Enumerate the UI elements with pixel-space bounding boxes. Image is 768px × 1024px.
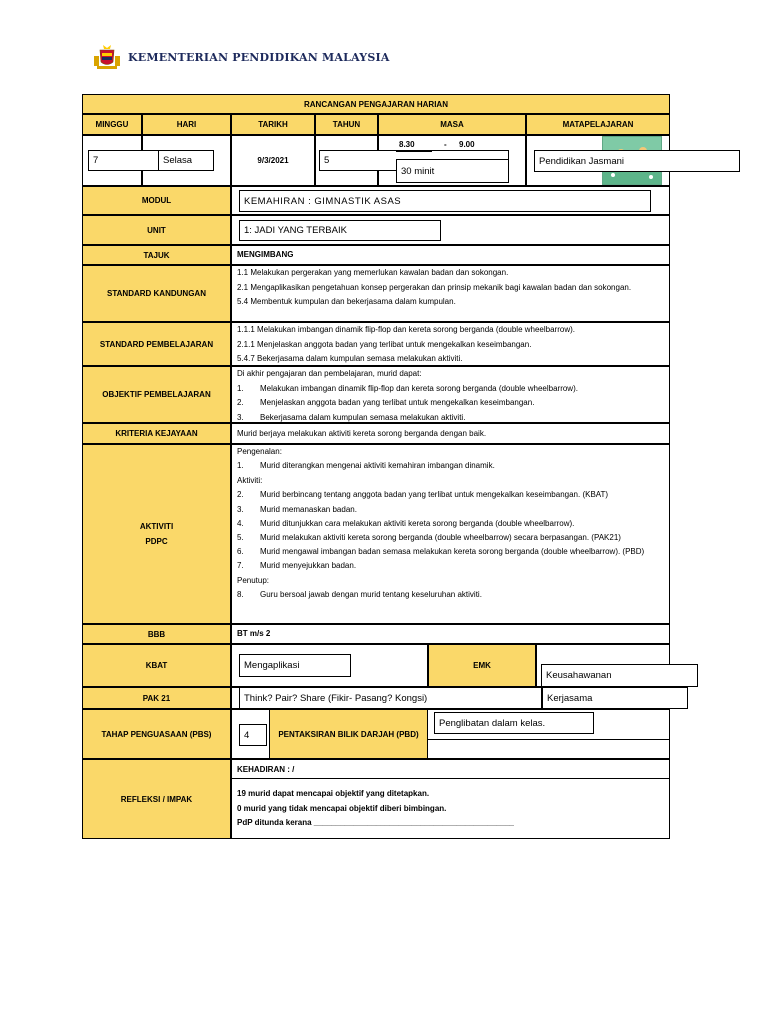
aktiviti-item: 2. Murid berbincang tentang anggota badan yang terlibat untuk mengekalkan keseimbangan. (KBAT) [237,490,609,500]
bbb-value: BT m/s 2 [231,624,670,644]
refleksi-lines [237,787,514,831]
masa-start: 8.30 [399,140,415,149]
hari-field[interactable]: Selasa [158,150,214,171]
pbd-divider [428,739,670,740]
objektif-intro: Di akhir pengajaran dan pembelajaran, murid dapat: [237,369,422,378]
sk-item: 5.4 Membentuk kumpulan dan bekerjasama dalam kumpulan. [237,297,456,306]
col-minggu: MINGGU [82,114,142,135]
col-masa: MASA [378,114,526,135]
masa-underline [396,151,432,152]
bbb-label: BBB [82,624,231,644]
kbat-field[interactable]: Mengaplikasi [239,654,351,677]
pengenalan-heading: Pengenalan: [237,447,282,456]
refleksi-line: 19 murid dapat mencapai objektif yang ditetapkan. [237,789,430,798]
masa-separator: - [444,140,447,149]
standard-kandungan-cell [231,265,670,322]
sp-item: 2.1.1 Menjelaskan anggota badan yang terlibat untuk mengekalkan keseimbangan. [237,339,532,349]
aktiviti-heading: Aktiviti: [237,475,263,485]
objektif-item: 2. Menjelaskan anggota badan yang terlibat untuk mengekalkan keseimbangan. [237,398,535,407]
pak21-field[interactable]: Think? Pair? Share (Fikir- Pasang? Kongsi) [239,687,542,709]
masa-end: 9.00 [459,140,475,149]
objektif-cell [231,366,670,423]
emk-field[interactable]: Keusahawanan [541,664,698,687]
objektif-item: 3. Bekerjasama dalam kumpulan semasa melakukan aktiviti. [237,412,466,422]
sp-item: 1.1.1 Melakukan imbangan dinamik flip-flop dan kereta sorong berganda (double wheelbarrow). [237,325,575,334]
sk-item: 2.1 Mengaplikasikan pengetahuan konsep pergerakan dan prinsip mekanik bagi kawalan badan dan sokongan. [237,282,632,292]
cell-tarikh: 9/3/2021 [231,135,315,186]
standard-pembelajaran-cell [231,322,670,366]
aktiviti-item: 7. Murid menyejukkan badan. [237,561,357,571]
unit-label: UNIT [82,215,231,245]
refleksi-line: PdP ditunda kerana _____________________________________________ [237,818,514,827]
aktiviti-item: 1. Murid diterangkan mengenai aktiviti kemahiran imbangan dinamik. [237,461,495,471]
kehadiran-divider [231,778,670,779]
pak21-field-2[interactable]: Kerjasama [542,687,688,709]
ministry-header [92,42,390,72]
matapelajaran-field[interactable]: Pendidikan Jasmani [534,150,740,172]
col-hari: HARI [142,114,231,135]
aktiviti-item: 3. Murid memanaskan badan. [237,504,357,514]
standard-kandungan-label: STANDARD KANDUNGAN [82,265,231,322]
modul-label: MODUL [82,186,231,215]
refleksi-label: REFLEKSI / IMPAK [82,759,231,839]
pbs-label: TAHAP PENGUASAAN (PBS) [82,709,231,759]
durasi-field[interactable]: 30 minit [396,159,509,183]
objektif-item: 1. Melakukan imbangan dinamik flip-flop dan kereta sorong berganda (double wheelbarrow). [237,383,578,393]
ministry-name: KEMENTERIAN PENDIDIKAN MALAYSIA [128,50,390,64]
standard-pembelajaran-label: STANDARD PEMBELAJARAN [82,322,231,366]
tahun-field[interactable]: 5 [319,150,509,171]
kbat-label: KBAT [82,644,231,687]
col-tahun: TAHUN [315,114,378,135]
kriteria-value: Murid berjaya melakukan aktiviti kereta sorong berganda dengan baik. [231,423,670,444]
pbs-field[interactable]: 4 [239,724,267,746]
aktiviti-label: AKTIVITI PDPC [82,444,231,624]
penutup-heading: Penutup: [237,575,270,585]
col-matapelajaran: MATAPELAJARAN [526,114,670,135]
sheet-title: RANCANGAN PENGAJARAN HARIAN [82,94,670,114]
daily-lesson-plan [82,94,670,839]
aktiviti-item: 8. Guru bersoal jawab dengan murid tentang keseluruhan aktiviti. [237,590,482,600]
tajuk-label: TAJUK [82,245,231,265]
tajuk-value: MENGIMBANG [231,245,670,265]
refleksi-line: 0 murid yang tidak mencapai objektif diberi bimbingan. [237,803,447,813]
sk-item: 1.1 Melakukan pergerakan yang memerlukan kawalan badan dan sokongan. [237,268,509,277]
col-tarikh: TARIKH [231,114,315,135]
aktiviti-item: 6. Murid mengawal imbangan badan semasa melakukan kereta sorong berganda (double wheelbarrow). (PBD) [237,547,645,557]
unit-field[interactable]: 1: JADI YANG TERBAIK [239,220,441,241]
kehadiran: KEHADIRAN : / [237,765,295,774]
aktiviti-item: 4. Murid ditunjukkan cara melakukan aktiviti kereta sorong berganda (double wheelbarrow). [237,519,575,529]
kriteria-label: KRITERIA KEJAYAAN [82,423,231,444]
pak21-label: PAK 21 [82,687,231,709]
pbd-field[interactable]: Penglibatan dalam kelas. [434,712,594,734]
emk-label: EMK [428,644,536,687]
aktiviti-item: 5. Murid melakukan aktiviti kereta sorong berganda (double wheelbarrow) secara berpasangan. (PAK21) [237,533,621,543]
pbd-label: PENTAKSIRAN BILIK DARJAH (PBD) [269,709,428,759]
sp-item: 5.4.7 Bekerjasama dalam kumpulan semasa melakukan aktiviti. [237,354,463,363]
modul-field[interactable]: KEMAHIRAN : GIMNASTIK ASAS [239,190,651,212]
ministry-crest-icon [92,44,122,70]
objektif-label: OBJEKTIF PEMBELAJARAN [82,366,231,423]
minggu-field[interactable]: 7 [88,150,214,171]
aktiviti-cell [231,444,670,624]
